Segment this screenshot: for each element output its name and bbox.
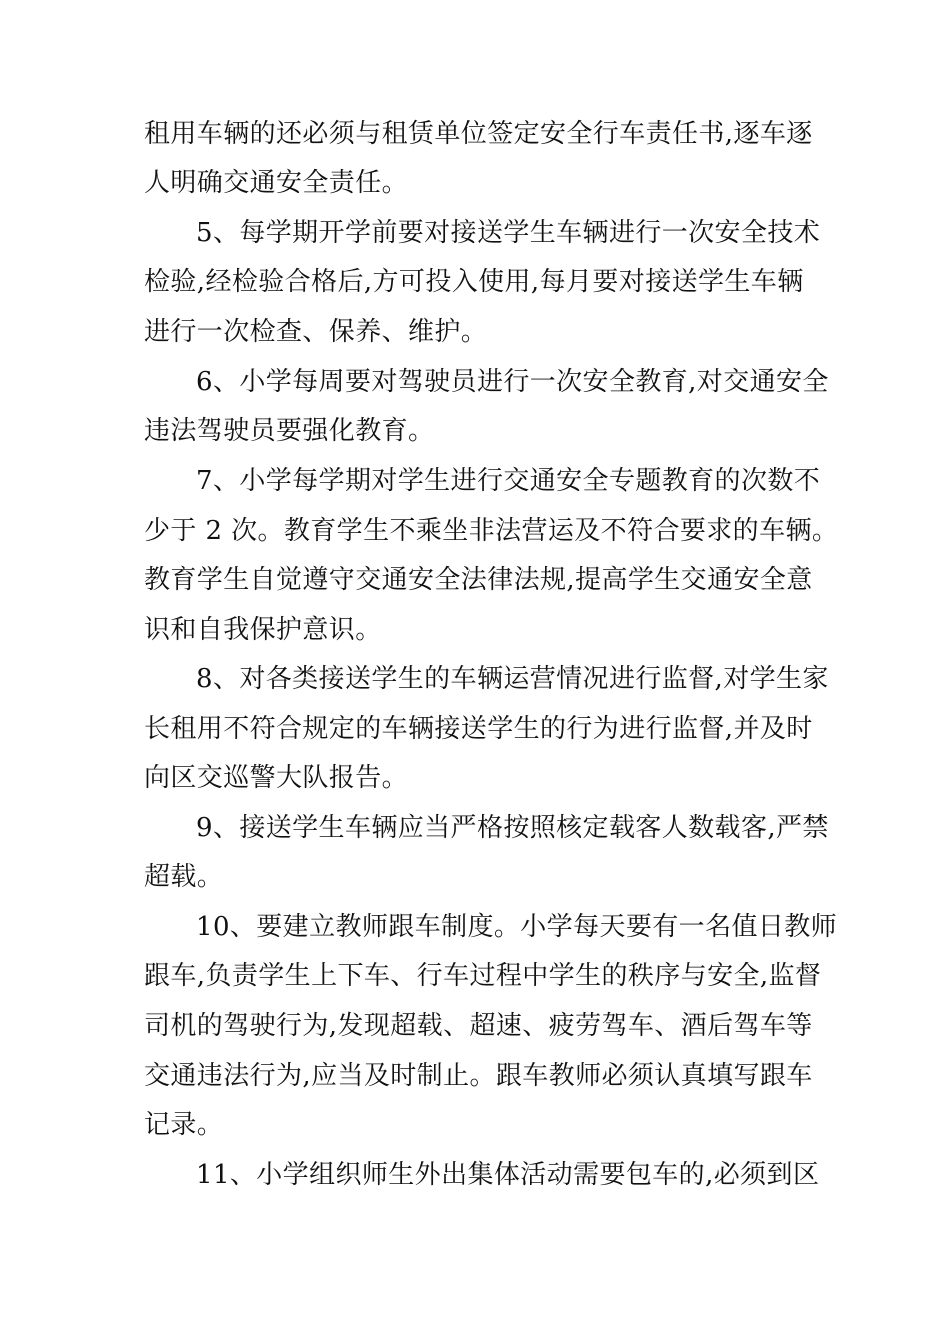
paragraph-8-line-2: 长租用不符合规定的车辆接送学生的行为进行监督,并及时 xyxy=(144,714,813,744)
paragraph-7-line-4: 识和自我保护意识。 xyxy=(144,615,382,645)
text-line-1: 租用车辆的还必须与租赁单位签定安全行车责任书,逐车逐 xyxy=(144,119,813,149)
paragraph-10-line-5: 记录。 xyxy=(144,1110,224,1140)
paragraph-5-line-1: 5、每学期开学前要对接送学生车辆进行一次安全技术 xyxy=(196,218,821,248)
paragraph-7-line-3: 教育学生自觉遵守交通安全法律法规,提高学生交通安全意 xyxy=(144,565,813,595)
paragraph-11-line-1: 11、小学组织师生外出集体活动需要包车的,必须到区 xyxy=(196,1160,820,1190)
paragraph-9-line-1: 9、接送学生车辆应当严格按照核定载客人数载客,严禁 xyxy=(196,813,829,843)
paragraph-9-line-2: 超载。 xyxy=(144,862,224,892)
paragraph-7-line-1: 7、小学每学期对学生进行交通安全专题教育的次数不 xyxy=(196,466,821,496)
paragraph-10-line-2: 跟车,负责学生上下车、行车过程中学生的秩序与安全,监督 xyxy=(144,961,822,991)
paragraph-5-line-2: 检验,经检验合格后,方可投入使用,每月要对接送学生车辆 xyxy=(144,267,804,297)
paragraph-6-line-2: 违法驾驶员要强化教育。 xyxy=(144,416,435,446)
paragraph-8-line-3: 向区交巡警大队报告。 xyxy=(144,763,409,793)
paragraph-8-line-1: 8、对各类接送学生的车辆运营情况进行监督,对学生家 xyxy=(196,664,829,694)
paragraph-6-line-1: 6、小学每周要对驾驶员进行一次安全教育,对交通安全 xyxy=(196,367,829,397)
text-line-2: 人明确交通安全责任。 xyxy=(144,168,409,198)
paragraph-10-line-3: 司机的驾驶行为,发现超载、超速、疲劳驾车、酒后驾车等 xyxy=(144,1011,813,1041)
paragraph-10-line-1: 10、要建立教师跟车制度。小学每天要有一名值日教师 xyxy=(196,912,838,942)
paragraph-10-line-4: 交通违法行为,应当及时制止。跟车教师必须认真填写跟车 xyxy=(144,1061,813,1091)
paragraph-5-line-3: 进行一次检查、保养、维护。 xyxy=(144,317,488,347)
paragraph-7-line-2: 少于 2 次。教育学生不乘坐非法营运及不符合要求的车辆。 xyxy=(144,516,839,546)
